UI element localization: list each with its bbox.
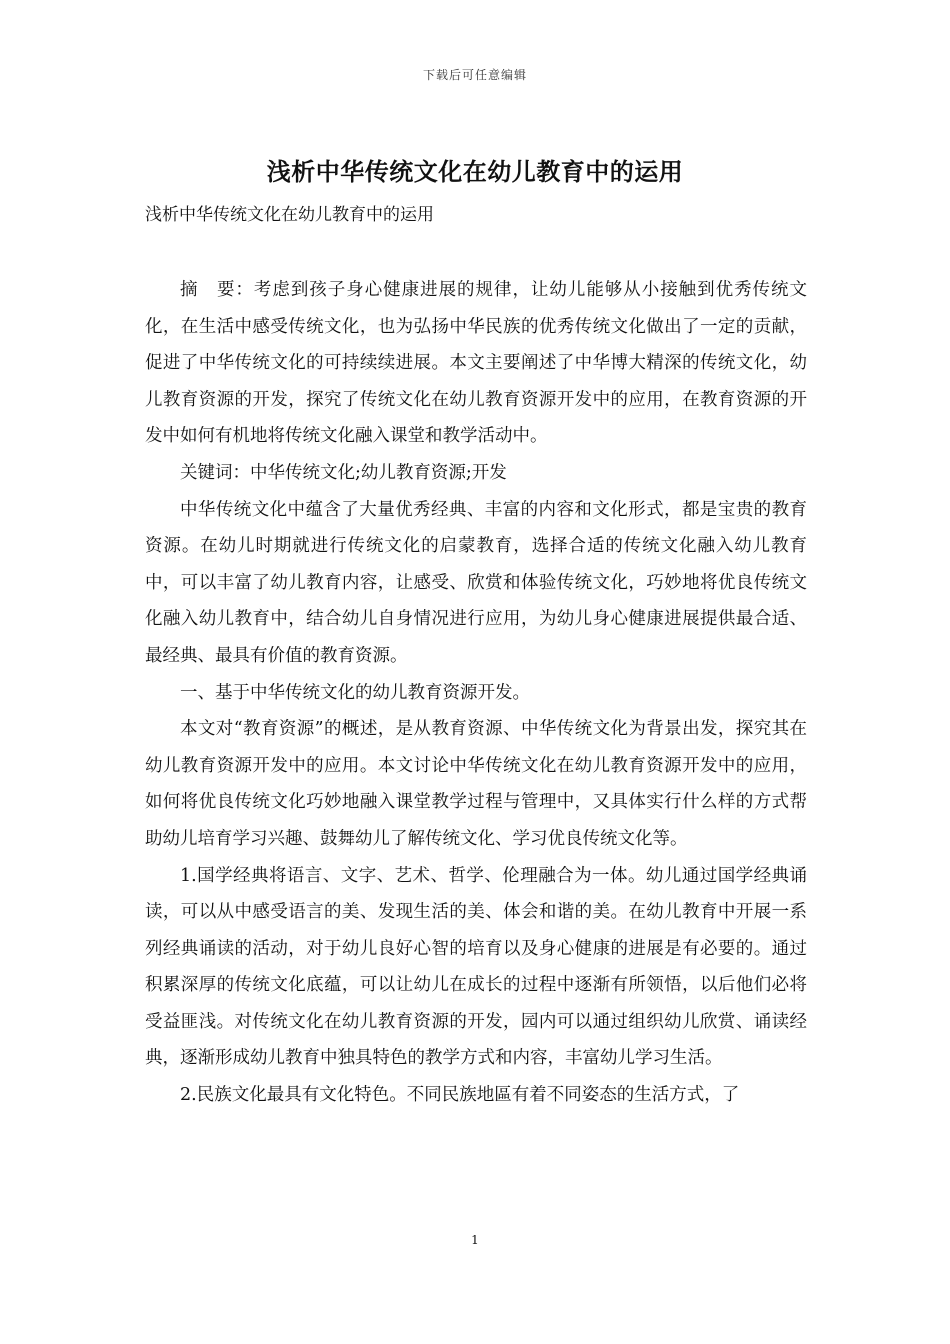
- body-paragraph: 本文对“教育资源”的概述，是从教育资源、中华传统文化为背景出发，探究其在幼儿教育资源开发中的应用。本文讨论中华传统文化在幼儿教育资源开发中的应用，如何将优良传统文化巧妙地融入课堂教学过程与管理中，又具体实行什么样的方式帮助幼儿培育学习兴趣、鼓舞幼儿了解传统文化、学习优良传统文化等。: [145, 719, 807, 849]
- document-title: 浅析中华传统文化在幼儿教育中的运用: [266, 157, 684, 186]
- body-paragraph: 2.民族文化最具有文化特色。不同民族地區有着不同姿态的生活方式，了: [180, 1085, 740, 1106]
- section-heading: 一、基于中华传统文化的幼儿教育资源开发。: [180, 682, 530, 703]
- keywords-paragraph: 关键词：中华传统文化;幼儿教育资源;开发: [180, 462, 507, 483]
- page-number: 1: [471, 1233, 479, 1247]
- body-paragraph: 1.国学经典将语言、文字、艺术、哲学、伦理融合为一体。幼儿通过国学经典诵读，可以从中感受语言的美、发现生活的美、体会和谐的美。在幼儿教育中开展一系列经典诵读的活动，对于幼儿良好心智的培育以及身心健康的进展是有必要的。通过积累深厚的传统文化底蕴，可以让幼儿在成长的过程中逐渐有所领悟，以后他们必将受益匪浅。对传统文化在幼儿教育资源的开发，园内可以通过组织幼儿欣赏、诵读经典，逐渐形成幼儿教育中独具特色的教学方式和内容，丰富幼儿学习生活。: [145, 865, 807, 1069]
- abstract-paragraph: 摘 要：考虑到孩子身心健康进展的规律，让幼儿能够从小接触到优秀传统文化，在生活中感受传统文化，也为弘扬中华民族的优秀传统文化做出了一定的贡献，促进了中华传统文化的可持续续进展。本文主要阐述了中华博大精深的传统文化，幼儿教育资源的开发，探究了传统文化在幼儿教育资源开发中的应用，在教育资源的开发中如何有机地将传统文化融入课堂和教学活动中。: [145, 280, 807, 447]
- document-body: [145, 272, 807, 1114]
- document-subtitle: 浅析中华传统文化在幼儿教育中的运用: [145, 205, 434, 225]
- intro-paragraph: 中华传统文化中蕴含了大量优秀经典、丰富的内容和文化形式，都是宝贵的教育资源。在幼儿时期就进行传统文化的启蒙教育，选择合适的传统文化融入幼儿教育中，可以丰富了幼儿教育内容，让感受、欣赏和体验传统文化，巧妙地将优良传统文化融入幼儿教育中，结合幼儿自身情况进行应用，为幼儿身心健康进展提供最合适、最经典、最具有价值的教育资源。: [145, 499, 807, 666]
- header-note: 下载后可任意编辑: [422, 68, 527, 82]
